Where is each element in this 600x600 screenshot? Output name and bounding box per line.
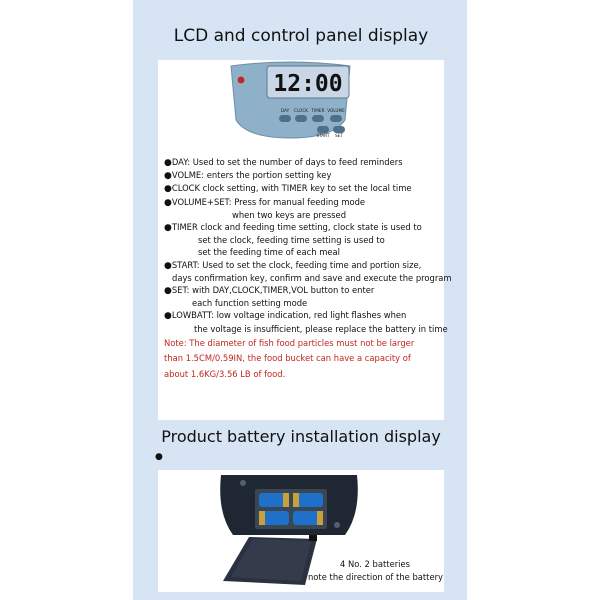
note-text bbox=[164, 336, 448, 383]
button-label-day: DAY bbox=[280, 108, 290, 113]
bullet-dot: ● bbox=[164, 260, 172, 271]
battery-direction-label: note the direction of the battery bbox=[308, 572, 444, 582]
bullet-dot: ● bbox=[164, 223, 172, 234]
timer-button bbox=[312, 115, 324, 122]
button-label-start: START bbox=[316, 133, 330, 138]
bullet-dot: ● bbox=[164, 171, 172, 182]
bullet-dot: ● bbox=[164, 286, 172, 297]
bullet-text: DAY: Used to set the number of days to feed reminders bbox=[171, 157, 403, 167]
bullet-text: VOLME: enters the portion setting key bbox=[171, 170, 332, 181]
lcd-section-title: LCD and control panel display bbox=[173, 26, 429, 46]
bullet-text: TIMER clock and feeding time setting, clock state is used to bbox=[171, 222, 422, 233]
note-line: Note: The diameter of fish food particles must not be larger bbox=[164, 337, 415, 348]
bullet-continuation: set the clock, feeding time setting is used to bbox=[198, 235, 385, 246]
set-button bbox=[333, 126, 345, 133]
stray-bullet: ● bbox=[155, 452, 163, 462]
start-button bbox=[317, 126, 329, 133]
bullet-item bbox=[164, 284, 448, 297]
function-description-list bbox=[164, 156, 452, 382]
bullet-item bbox=[164, 259, 448, 272]
volume-button bbox=[330, 115, 342, 122]
bullet-text: START: Used to set the clock, feeding time and portion size, bbox=[171, 259, 422, 270]
bullet-dot: ● bbox=[164, 158, 172, 168]
bullet-dot: ● bbox=[164, 184, 172, 195]
bullet-item bbox=[164, 169, 448, 182]
battery-count-label: 4 No. 2 batteries bbox=[340, 559, 411, 569]
lcd-time-digits: 12:00 bbox=[273, 71, 343, 97]
button-label-clock: CLOCK bbox=[293, 108, 309, 113]
button-label-volume: VOLUME bbox=[327, 108, 345, 113]
battery-caption bbox=[308, 558, 448, 584]
note-line: than 1.5CM/0.59IN, the food bucket can have a capacity of bbox=[164, 353, 411, 364]
button-label-set: SET bbox=[335, 133, 343, 138]
bullet-text: LOWBATT: low voltage indication, red light flashes when bbox=[171, 310, 407, 321]
bullet-continuation: the voltage is insufficient, please replace the battery in time bbox=[194, 323, 448, 334]
bullet-continuation: each function setting mode bbox=[192, 298, 308, 309]
control-panel-illustration bbox=[227, 60, 354, 140]
bullet-text: VOLUME+SET: Press for manual feeding mode bbox=[171, 196, 366, 207]
bullet-continuation: when two keys are pressed bbox=[232, 209, 347, 220]
bullet-item bbox=[164, 309, 448, 322]
bullet-dot: ● bbox=[164, 197, 172, 208]
battery-section-title: Product battery installation display bbox=[161, 426, 441, 446]
bullet-item bbox=[164, 156, 448, 169]
bullet-item bbox=[164, 221, 448, 234]
bullet-text: CLOCK clock setting, with TIMER key to set the local time bbox=[171, 183, 412, 194]
clock-button bbox=[295, 115, 307, 122]
low-battery-led-icon bbox=[238, 77, 245, 84]
button-label-timer: TIMER bbox=[311, 108, 325, 113]
bullet-text: SET: with DAY,CLOCK,TIMER,VOL button to enter bbox=[171, 285, 375, 296]
bullet-continuation: days confirmation key, confirm and save and execute the program bbox=[172, 272, 452, 283]
note-line: about 1.6KG/3.56 LB of food. bbox=[164, 368, 286, 379]
bullet-continuation: set the feeding time of each meal bbox=[198, 247, 340, 258]
bullet-item bbox=[164, 196, 448, 209]
bullet-dot: ● bbox=[164, 311, 172, 322]
bullet-item bbox=[164, 182, 448, 195]
day-button bbox=[279, 115, 291, 122]
